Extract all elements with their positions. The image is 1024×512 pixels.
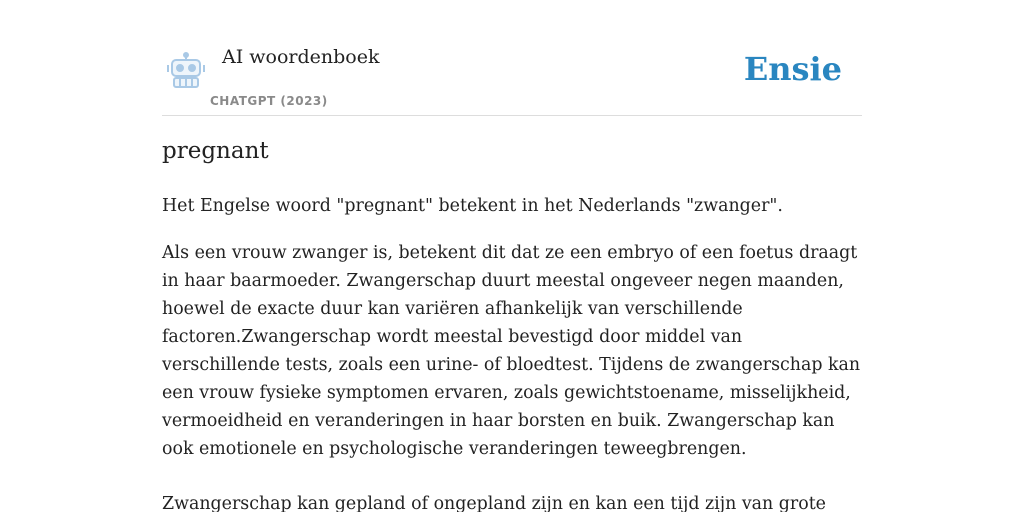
dictionary-title[interactable]: AI woordenboek — [222, 46, 380, 68]
dictionary-header — [162, 40, 862, 116]
dictionary-source: CHATGPT (2023) — [210, 94, 328, 108]
robot-icon — [165, 52, 207, 88]
entry-term: pregnant — [162, 138, 269, 164]
definition-paragraph: Het Engelse woord "pregnant" betekent in het Nederlands "zwanger". — [162, 196, 783, 216]
ensie-logo-link[interactable]: Ensie — [743, 50, 842, 88]
entry-definition — [162, 192, 862, 512]
definition-paragraph: Zwangerschap kan gepland of ongepland zijn en kan een tijd zijn van grote — [162, 494, 826, 512]
definition-paragraph: Als een vrouw zwanger is, betekent dit dat ze een embryo of een foetus draagt in haar baarmoeder. Zwangerschap duurt meestal ongeveer negen maanden, hoewel de exacte duur kan variëren afhankelijk van verschillende factoren.Zwangerschap wordt meestal bevestigd door middel van verschillende tests, zoals een urine- of bloedtest. Tijdens de zwangerschap kan een vrouw fysieke symptomen ervaren, zoals gewichtstoename, misselijkheid, vermoeidheid en veranderingen in haar borsten en buik. Zwangerschap kan ook emotionele en psychologische veranderingen teweegbrengen. — [162, 243, 861, 459]
